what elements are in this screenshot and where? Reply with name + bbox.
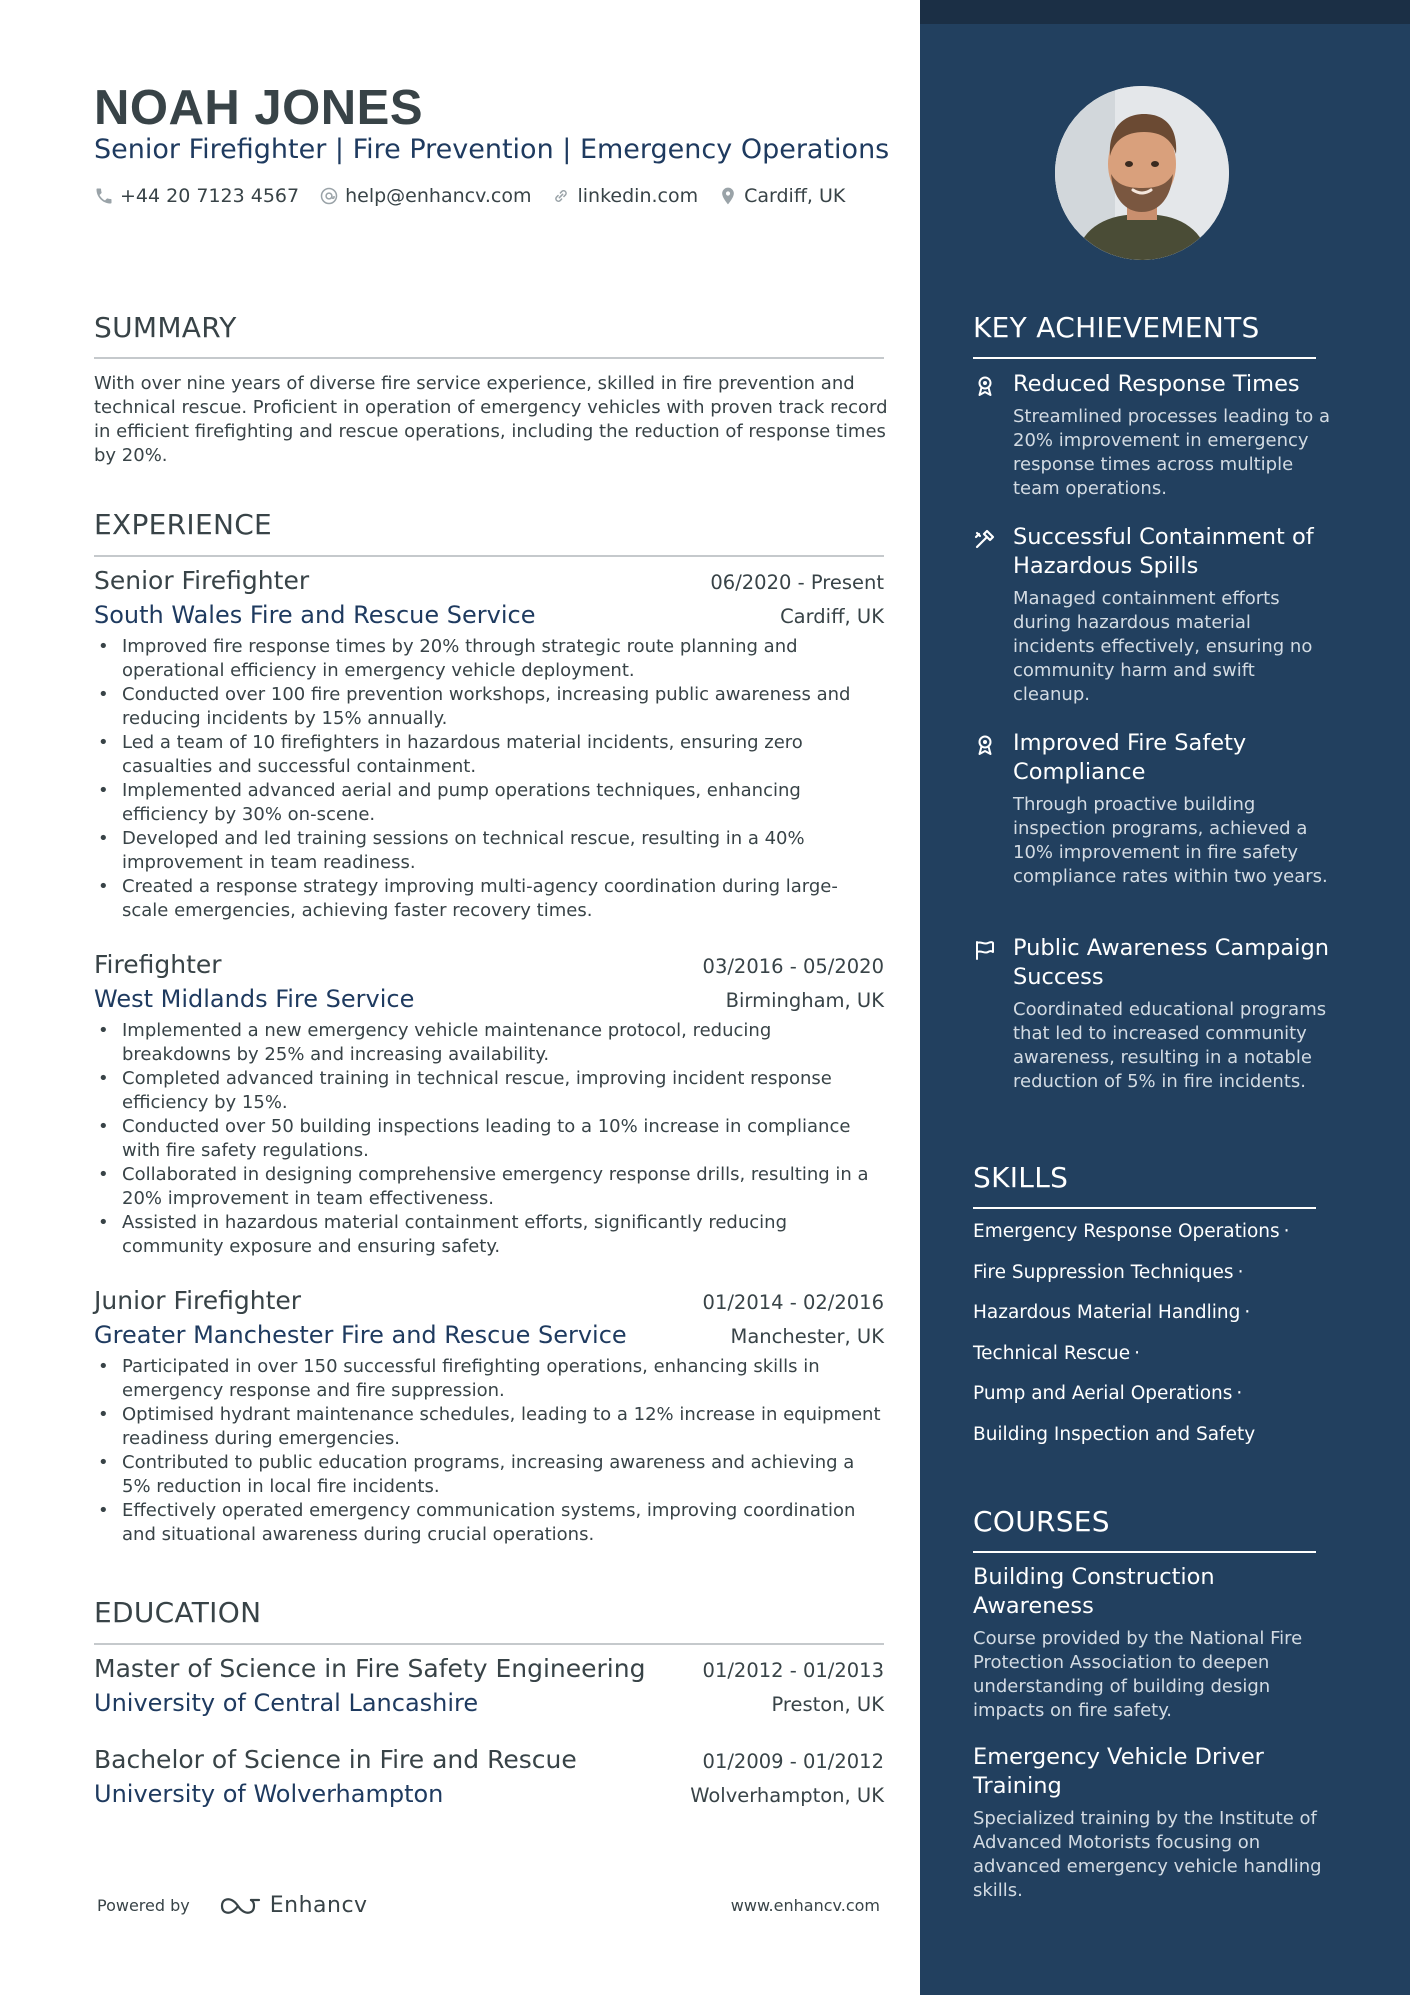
achievement-desc: Through proactive building inspection programs, achieved a 10% improvement in fire safety compliance rates within two years. [1013, 794, 1328, 887]
contact-bar [94, 185, 865, 207]
list-item: • Conducted over 50 building inspections leading to a 10% increase in compliance with fire safety regulations. [94, 1115, 884, 1163]
award-icon [973, 374, 997, 398]
degree-title: Master of Science in Fire Safety Engineering [94, 1654, 646, 1683]
powered-by [97, 1893, 368, 1918]
summary-text: With over nine years of diverse fire service experience, skilled in fire prevention and technical rescue. Proficient in operation of emergency vehicles with proven track record in efficient firefighting and rescue operations, including the reduction of response times by 20%. [94, 373, 888, 466]
education-dates: 01/2012 - 01/2013 [702, 1659, 884, 1682]
headline: Senior Firefighter | Fire Prevention | Emergency Operations [94, 134, 890, 165]
achievement-title: Improved Fire Safety Compliance [1013, 730, 1247, 785]
job-entry [94, 566, 884, 923]
list-item: • Developed and led training sessions on technical rescue, resulting in a 40% improvement in team readiness. [94, 827, 884, 875]
skill-label: Emergency Response Operations [973, 1221, 1280, 1242]
course-item [973, 1743, 1323, 1903]
skill-separator: · [1244, 1302, 1251, 1323]
education-entry [94, 1745, 884, 1808]
job-company: West Midlands Fire Service [94, 985, 415, 1013]
footer [97, 1893, 880, 1918]
list-item: • Created a response strategy improving multi-agency coordination during large-scale emergencies, achieving faster recovery times. [94, 875, 884, 923]
job-company: South Wales Fire and Rescue Service [94, 601, 536, 629]
achievement-desc: Managed containment efforts during hazardous material incidents effectively, ensuring no community harm and swift cleanup. [1013, 588, 1313, 705]
avatar [1055, 86, 1229, 260]
skill-label: Technical Rescue [973, 1342, 1131, 1364]
education-dates: 01/2009 - 01/2012 [702, 1750, 884, 1773]
contact-phone[interactable] [94, 185, 299, 207]
skill-item [973, 1261, 1333, 1285]
skill-separator: · [1237, 1261, 1244, 1283]
location-pin-icon [718, 186, 738, 206]
phone-text: +44 20 7123 4567 [120, 185, 300, 207]
skill-item [973, 1423, 1333, 1447]
course-title: Emergency Vehicle Driver Training [973, 1744, 1264, 1799]
achievement-item [973, 523, 1333, 707]
job-bullets [94, 635, 884, 923]
list-item: • Participated in over 150 successful firefighting operations, enhancing skills in emergency response and fire suppression. [94, 1355, 884, 1403]
course-item [973, 1563, 1323, 1723]
enhancv-brand: Enhancv [269, 1893, 368, 1918]
school-name: University of Central Lancashire [94, 1689, 479, 1717]
sidebar [920, 0, 1410, 1995]
list-item: • Effectively operated emergency communication systems, improving coordination and situational awareness during crucial operations. [94, 1499, 884, 1547]
skill-separator: · [1283, 1221, 1290, 1242]
list-item: • Completed advanced training in technical rescue, improving incident response efficiency by 15%. [94, 1067, 884, 1115]
achievement-item [973, 370, 1333, 501]
achievements-divider [973, 357, 1316, 359]
list-item: • Implemented a new emergency vehicle maintenance protocol, reducing breakdowns by 25% and increasing availability. [94, 1019, 884, 1067]
list-item: • Implemented advanced aerial and pump operations techniques, enhancing efficiency by 30% on-scene. [94, 779, 884, 827]
job-dates: 03/2016 - 05/2020 [702, 955, 884, 978]
experience-divider [94, 555, 884, 557]
award-icon [973, 733, 997, 757]
list-item: • Optimised hydrant maintenance schedules, leading to a 12% increase in equipment readiness during emergencies. [94, 1403, 884, 1451]
list-item: • Collaborated in designing comprehensive emergency response drills, resulting in a 20% improvement in team effectiveness. [94, 1163, 884, 1211]
courses-heading: COURSES [973, 1505, 1110, 1538]
achievement-title: Reduced Response Times [1013, 371, 1300, 397]
skill-item [973, 1301, 1333, 1325]
job-dates: 01/2014 - 02/2016 [702, 1291, 884, 1314]
candidate-name: NOAH JONES [94, 81, 424, 135]
skill-label: Building Inspection and Safety [973, 1423, 1256, 1445]
contact-email[interactable] [319, 185, 531, 207]
avatar-portrait [1055, 86, 1229, 260]
job-bullets [94, 1355, 884, 1547]
contact-linkedin[interactable] [551, 185, 698, 207]
summary-heading: SUMMARY [94, 311, 237, 344]
job-dates: 06/2020 - Present [710, 571, 884, 594]
job-location: Birmingham, UK [725, 989, 884, 1012]
email-text: help@enhancv.com [345, 185, 532, 207]
course-desc: Specialized training by the Institute of Advanced Motorists focusing on advanced emergency vehicle handling skills. [973, 1808, 1322, 1901]
job-location: Cardiff, UK [780, 605, 884, 628]
skill-item [973, 1220, 1333, 1244]
school-location: Preston, UK [771, 1693, 884, 1716]
course-desc: Course provided by the National Fire Protection Association to deepen understanding of building design impacts on fire safety. [973, 1628, 1303, 1721]
link-icon [551, 186, 571, 206]
achievement-item [973, 934, 1333, 1094]
tools-icon [973, 527, 997, 551]
achievement-desc: Streamlined processes leading to a 20% improvement in emergency response times across multiple team operations. [1013, 406, 1331, 499]
skill-item [973, 1382, 1333, 1406]
job-title: Junior Firefighter [94, 1286, 302, 1315]
enhancv-logo-icon [216, 1894, 262, 1918]
courses-divider [973, 1551, 1316, 1553]
skill-label: Pump and Aerial Operations [973, 1383, 1233, 1404]
job-bullets [94, 1019, 884, 1259]
experience-heading: EXPERIENCE [94, 508, 273, 541]
job-entry [94, 950, 884, 1259]
flag-icon [973, 938, 997, 962]
education-entry [94, 1654, 884, 1717]
job-title: Senior Firefighter [94, 566, 310, 595]
education-divider [94, 1643, 884, 1645]
school-name: University of Wolverhampton [94, 1780, 444, 1808]
skills-heading: SKILLS [973, 1161, 1069, 1194]
degree-title: Bachelor of Science in Fire and Rescue [94, 1745, 577, 1774]
list-item: • Led a team of 10 firefighters in hazardous material incidents, ensuring zero casualties and successful containment. [94, 731, 884, 779]
list-item: • Conducted over 100 fire prevention workshops, increasing public awareness and reducing incidents by 15% annually. [94, 683, 884, 731]
achievement-desc: Coordinated educational programs that led to increased community awareness, resulting in a notable reduction of 5% in fire incidents. [1013, 999, 1327, 1092]
location-text: Cardiff, UK [744, 185, 846, 207]
sidebar-top-bar [920, 0, 1410, 24]
skill-item [973, 1342, 1333, 1366]
list-item: • Contributed to public education programs, increasing awareness and achieving a 5% reduction in local fire incidents. [94, 1451, 884, 1499]
achievements-heading: KEY ACHIEVEMENTS [973, 311, 1260, 344]
skill-separator: · [1236, 1383, 1243, 1404]
contact-location [718, 185, 845, 207]
list-item: • Improved fire response times by 20% through strategic route planning and operational efficiency in emergency vehicle deployment. [94, 635, 884, 683]
job-company: Greater Manchester Fire and Rescue Service [94, 1321, 627, 1349]
footer-website-link[interactable]: www.enhancv.com [730, 1896, 880, 1915]
skill-label: Hazardous Material Handling [973, 1302, 1241, 1323]
skill-separator: · [1134, 1342, 1141, 1364]
education-heading: EDUCATION [94, 1596, 262, 1629]
school-location: Wolverhampton, UK [690, 1784, 884, 1807]
at-icon [319, 186, 339, 206]
skills-list [973, 1220, 1333, 1463]
skill-label: Fire Suppression Techniques [973, 1261, 1234, 1283]
course-title: Building Construction Awareness [973, 1564, 1215, 1619]
achievement-item [973, 729, 1333, 889]
achievement-title: Successful Containment of Hazardous Spills [1013, 524, 1314, 579]
summary-divider [94, 357, 884, 359]
job-entry [94, 1286, 884, 1547]
achievement-title: Public Awareness Campaign Success [1013, 935, 1329, 990]
list-item: • Assisted in hazardous material containment efforts, significantly reducing community exposure and ensuring safety. [94, 1211, 884, 1259]
skills-divider [973, 1207, 1316, 1209]
phone-icon [94, 186, 114, 206]
linkedin-text: linkedin.com [577, 185, 699, 207]
job-location: Manchester, UK [730, 1325, 884, 1348]
job-title: Firefighter [94, 950, 222, 979]
powered-by-label: Powered by [97, 1896, 190, 1915]
